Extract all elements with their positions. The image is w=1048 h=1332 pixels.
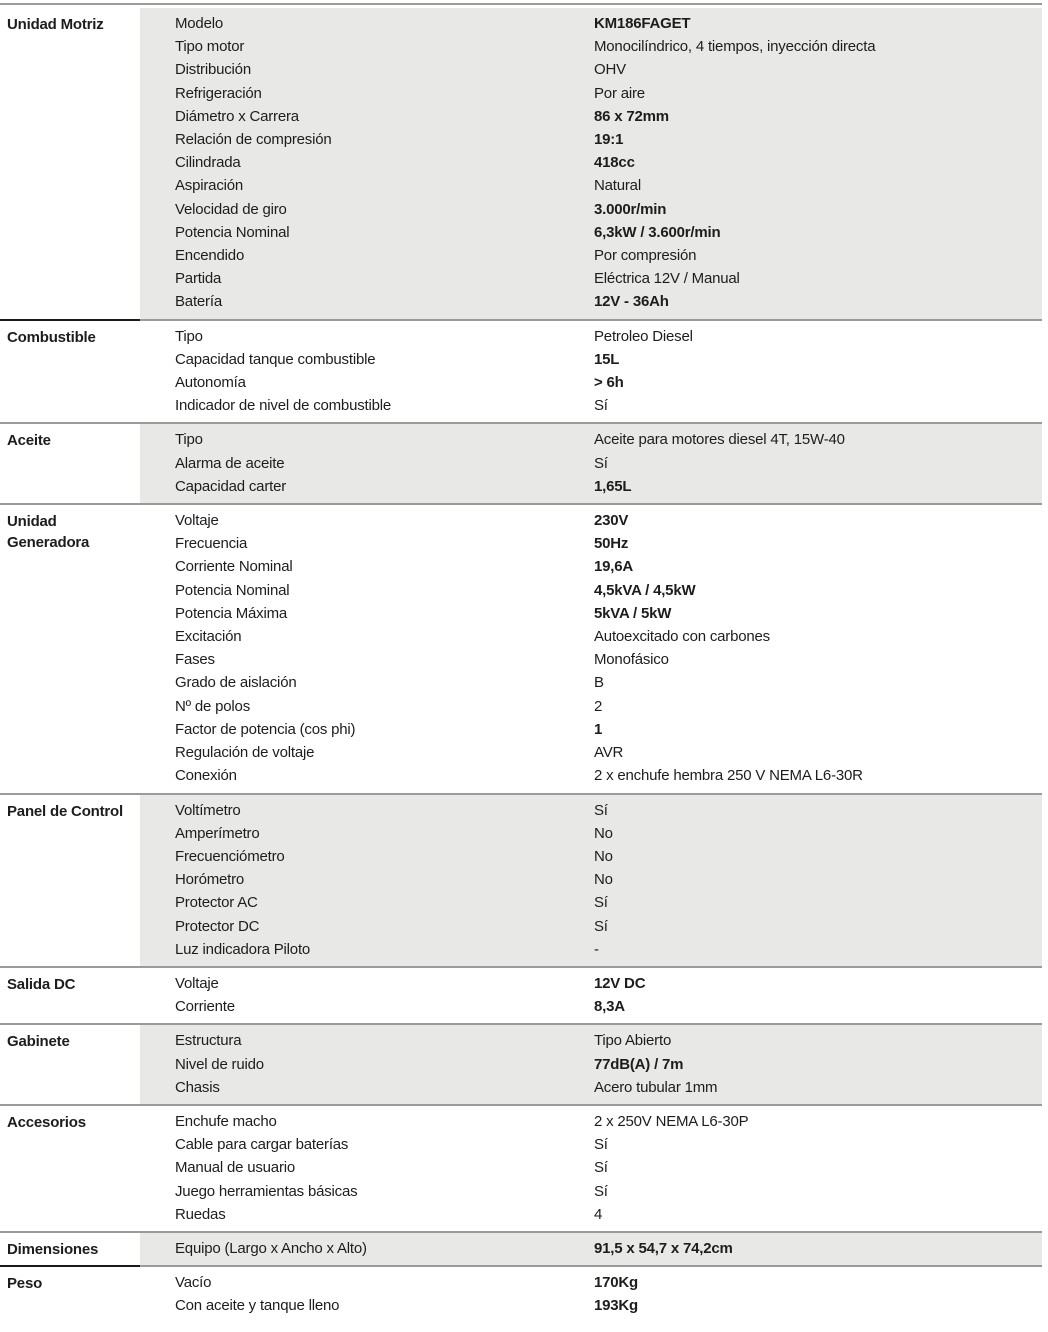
spec-value: 2	[594, 697, 603, 715]
section-title: Salida DC	[0, 968, 140, 1023]
spec-label: Horómetro	[175, 871, 245, 889]
spec-label: Nº de polos	[175, 697, 250, 715]
spec-row	[175, 995, 1042, 1018]
spec-value: > 6h	[594, 374, 624, 392]
section-rows	[140, 1267, 1042, 1322]
spec-value: Sí	[594, 917, 608, 935]
spec-row	[175, 1076, 1042, 1099]
spec-value: Aceite para motores diesel 4T, 15W-40	[594, 431, 845, 449]
spec-row	[175, 221, 1042, 244]
spec-value: Sí	[594, 1159, 608, 1177]
spec-label: Batería	[175, 293, 222, 311]
spec-label: Protector AC	[175, 894, 258, 912]
spec-label: Tipo	[175, 327, 203, 345]
spec-row	[175, 741, 1042, 764]
spec-label: Autonomía	[175, 374, 246, 392]
spec-label: Partida	[175, 270, 222, 288]
section-rows	[140, 505, 1042, 792]
spec-label: Manual de usuario	[175, 1159, 296, 1177]
spec-label: Potencia Nominal	[175, 223, 290, 241]
section-title: Combustible	[0, 321, 140, 423]
spec-section	[0, 1233, 1042, 1267]
spec-label: Distribución	[175, 61, 251, 79]
spec-row	[175, 579, 1042, 602]
spec-value: 12V - 36Ah	[594, 293, 669, 311]
spec-label: Luz indicadora Piloto	[175, 940, 311, 958]
spec-label: Juego herramientas básicas	[175, 1182, 358, 1200]
spec-row	[175, 475, 1042, 498]
spec-row	[175, 198, 1042, 221]
spec-label: Voltaje	[175, 974, 219, 992]
spec-section	[0, 8, 1042, 321]
section-title: Dimensiones	[0, 1233, 140, 1265]
spec-row	[175, 695, 1042, 718]
section-title: Aceite	[0, 424, 140, 503]
spec-label: Corriente	[175, 998, 235, 1016]
spec-label: Tipo motor	[175, 38, 245, 56]
section-title: Unidad Motriz	[0, 8, 140, 319]
spec-label: Chasis	[175, 1078, 220, 1096]
spec-value: 4,5kVA / 4,5kW	[594, 581, 696, 599]
spec-label: Capacidad carter	[175, 477, 287, 495]
spec-row	[175, 1237, 1042, 1260]
section-rows	[140, 8, 1042, 319]
spec-value: Sí	[594, 1136, 608, 1154]
spec-label: Amperímetro	[175, 824, 260, 842]
spec-value: Sí	[594, 894, 608, 912]
spec-label: Factor de potencia (cos phi)	[175, 720, 356, 738]
section-rows	[140, 1106, 1042, 1231]
section-rows	[140, 1233, 1042, 1265]
spec-value: 86 x 72mm	[594, 107, 669, 125]
spec-row	[175, 290, 1042, 313]
spec-row	[175, 128, 1042, 151]
spec-value: 15L	[594, 350, 620, 368]
spec-section	[0, 1025, 1042, 1106]
spec-value: 2 x enchufe hembra 250 V NEMA L6-30R	[594, 767, 863, 785]
spec-label: Tipo	[175, 431, 203, 449]
section-title: Peso	[0, 1267, 140, 1322]
spec-value: Autoexcitado con carbones	[594, 628, 770, 646]
spec-label: Estructura	[175, 1032, 242, 1050]
spec-value: 1	[594, 720, 603, 738]
section-rows	[140, 795, 1042, 966]
spec-row	[175, 1029, 1042, 1052]
spec-row	[175, 718, 1042, 741]
spec-row	[175, 972, 1042, 995]
spec-row	[175, 822, 1042, 845]
spec-label: Frecuenciómetro	[175, 847, 285, 865]
spec-section	[0, 795, 1042, 968]
spec-label: Indicador de nivel de combustible	[175, 397, 392, 415]
section-rows	[140, 321, 1042, 423]
spec-row	[175, 915, 1042, 938]
spec-row	[175, 509, 1042, 532]
section-rows	[140, 424, 1042, 503]
spec-value: Sí	[594, 397, 608, 415]
section-title: Panel de Control	[0, 795, 140, 966]
spec-row	[175, 648, 1042, 671]
spec-label: Cable para cargar baterías	[175, 1136, 349, 1154]
spec-value: 418cc	[594, 154, 635, 172]
spec-label: Protector DC	[175, 917, 260, 935]
spec-value: 91,5 x 54,7 x 74,2cm	[594, 1239, 733, 1257]
spec-value: 77dB(A) / 7m	[594, 1055, 684, 1073]
spec-value: Sí	[594, 1182, 608, 1200]
spec-section	[0, 321, 1042, 425]
spec-label: Con aceite y tanque lleno	[175, 1297, 340, 1315]
spec-value: Por aire	[594, 84, 645, 102]
spec-row	[175, 1294, 1042, 1317]
spec-label: Capacidad tanque combustible	[175, 350, 376, 368]
spec-label: Modelo	[175, 15, 223, 32]
spec-row	[175, 602, 1042, 625]
spec-row	[175, 371, 1042, 394]
spec-label: Frecuencia	[175, 535, 248, 553]
spec-row	[175, 35, 1042, 58]
spec-row	[175, 1203, 1042, 1226]
spec-row	[175, 625, 1042, 648]
spec-value: B	[594, 674, 604, 692]
spec-table	[0, 8, 1042, 1323]
spec-label: Velocidad de giro	[175, 200, 287, 218]
spec-row	[175, 1110, 1042, 1133]
spec-value: 193Kg	[594, 1297, 639, 1315]
spec-label: Voltímetro	[175, 801, 241, 819]
spec-value: 2 x 250V NEMA L6-30P	[594, 1112, 749, 1130]
spec-label: Relación de compresión	[175, 131, 332, 149]
spec-label: Nivel de ruido	[175, 1055, 264, 1073]
spec-value: -	[594, 940, 599, 958]
spec-label: Potencia Nominal	[175, 581, 290, 599]
spec-value: 1,65L	[594, 477, 632, 495]
section-title: Accesorios	[0, 1106, 140, 1231]
spec-value: Monocilíndrico, 4 tiempos, inyección directa	[594, 38, 876, 56]
spec-value: 230V	[594, 512, 629, 530]
spec-row	[175, 868, 1042, 891]
spec-row	[175, 845, 1042, 868]
spec-value: 5kVA / 5kW	[594, 604, 672, 622]
spec-value: 8,3A	[594, 998, 625, 1016]
spec-row	[175, 532, 1042, 555]
spec-value: Natural	[594, 177, 641, 195]
spec-row	[175, 1053, 1042, 1076]
spec-value: No	[594, 871, 613, 889]
spec-label: Vacío	[175, 1274, 212, 1292]
spec-row	[175, 267, 1042, 290]
spec-label: Grado de aislación	[175, 674, 297, 692]
spec-row	[175, 1133, 1042, 1156]
spec-row	[175, 12, 1042, 35]
spec-row	[175, 1271, 1042, 1294]
spec-row	[175, 1180, 1042, 1203]
spec-label: Potencia Máxima	[175, 604, 288, 622]
spec-row	[175, 452, 1042, 475]
spec-row	[175, 799, 1042, 822]
spec-row	[175, 58, 1042, 81]
spec-section	[0, 968, 1042, 1025]
spec-value: Monofásico	[594, 651, 669, 669]
spec-label: Aspiración	[175, 177, 244, 195]
spec-value: Sí	[594, 454, 608, 472]
spec-value: AVR	[594, 744, 624, 762]
spec-label: Fases	[175, 651, 215, 669]
spec-label: Voltaje	[175, 512, 219, 530]
spec-label: Refrigeración	[175, 84, 262, 102]
spec-section	[0, 1267, 1042, 1322]
spec-section	[0, 505, 1042, 794]
spec-label: Cilindrada	[175, 154, 241, 172]
spec-row	[175, 325, 1042, 348]
section-rows	[140, 968, 1042, 1023]
top-rule	[0, 3, 1042, 5]
spec-label: Conexión	[175, 767, 237, 785]
spec-value: 50Hz	[594, 535, 629, 553]
spec-value: KM186FAGET	[594, 15, 691, 32]
spec-section	[0, 1106, 1042, 1233]
spec-row	[175, 891, 1042, 914]
spec-label: Diámetro x Carrera	[175, 107, 299, 125]
section-title: Gabinete	[0, 1025, 140, 1104]
spec-row	[175, 1156, 1042, 1179]
spec-value: 19,6A	[594, 558, 634, 576]
spec-value: Por compresión	[594, 247, 697, 265]
spec-row	[175, 555, 1042, 578]
spec-row	[175, 151, 1042, 174]
spec-row	[175, 671, 1042, 694]
spec-label: Excitación	[175, 628, 242, 646]
spec-row	[175, 428, 1042, 451]
spec-value: Petroleo Diesel	[594, 327, 693, 345]
section-title: Unidad Generadora	[0, 505, 140, 792]
spec-label: Encendido	[175, 247, 245, 265]
spec-value: Acero tubular 1mm	[594, 1078, 718, 1096]
spec-row	[175, 174, 1042, 197]
spec-label: Alarma de aceite	[175, 454, 285, 472]
spec-value: No	[594, 847, 613, 865]
spec-value: OHV	[594, 61, 626, 79]
spec-row	[175, 764, 1042, 787]
spec-section	[0, 424, 1042, 505]
spec-value: 3.000r/min	[594, 200, 667, 218]
spec-row	[175, 82, 1042, 105]
spec-label: Corriente Nominal	[175, 558, 293, 576]
spec-value: Sí	[594, 801, 608, 819]
spec-value: 170Kg	[594, 1274, 639, 1292]
spec-row	[175, 244, 1042, 267]
spec-row	[175, 348, 1042, 371]
spec-label: Equipo (Largo x Ancho x Alto)	[175, 1239, 367, 1257]
spec-value: Tipo Abierto	[594, 1032, 672, 1050]
spec-label: Ruedas	[175, 1205, 226, 1223]
spec-row	[175, 938, 1042, 961]
spec-label: Enchufe macho	[175, 1112, 277, 1130]
spec-row	[175, 394, 1042, 417]
spec-value: Eléctrica 12V / Manual	[594, 270, 740, 288]
spec-value: 19:1	[594, 131, 624, 149]
section-rows	[140, 1025, 1042, 1104]
spec-row	[175, 105, 1042, 128]
spec-value: 4	[594, 1205, 603, 1223]
spec-label: Regulación de voltaje	[175, 744, 315, 762]
spec-value: No	[594, 824, 613, 842]
spec-value: 12V DC	[594, 974, 646, 992]
spec-value: 6,3kW / 3.600r/min	[594, 223, 721, 241]
